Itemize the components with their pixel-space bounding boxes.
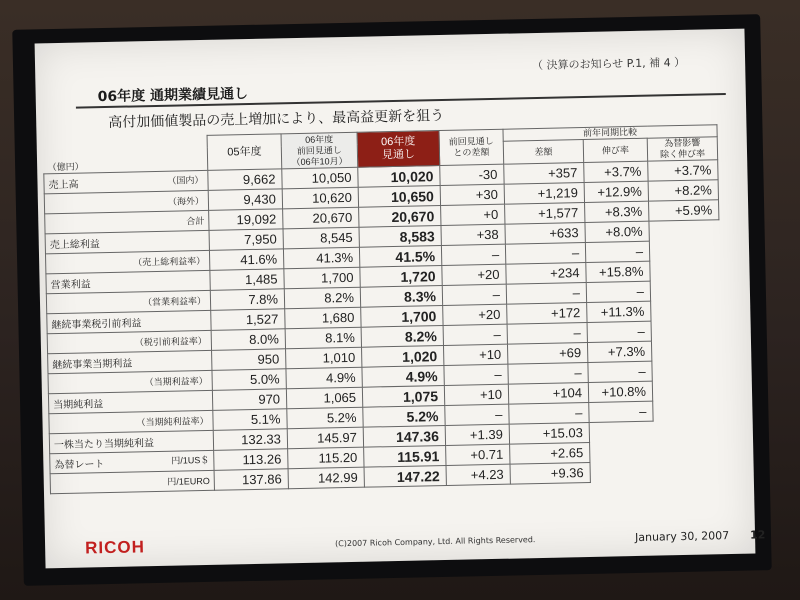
cell-fy05: 950 (212, 349, 286, 371)
cell-fy05: 41.6% (209, 249, 283, 271)
cell-yoy-diff: +15.03 (509, 422, 589, 444)
cell-diff: – (444, 364, 508, 385)
forecast-table (43, 124, 725, 494)
cell-yoy-growth: +7.3% (587, 341, 651, 362)
cell-fy05: 7,950 (209, 229, 283, 251)
row-label-main: 営業利益 (50, 279, 91, 292)
cell-fcst: 115.91 (364, 445, 446, 467)
cell-diff: +20 (442, 264, 506, 285)
cell-fcst: 1,020 (362, 345, 444, 367)
cell-diff: – (443, 324, 507, 345)
cell-yoy-diff: +104 (508, 382, 588, 404)
cell-prev: 8.1% (285, 327, 361, 349)
cell-fy05: 7.8% (210, 289, 284, 311)
row-label-main: 継続事業当期利益 (52, 358, 133, 372)
cell-fy05: 9,662 (208, 169, 282, 191)
slide-subtitle: 高付加価値製品の売上増加により、最高益更新を狙う (108, 107, 445, 131)
row-label-main: 為替レート (54, 459, 105, 472)
cell-yoy-growth: – (589, 401, 653, 422)
cell-yoy-diff: +1,219 (504, 183, 584, 205)
row-label-sub: （売上総利益率） (133, 255, 206, 268)
cell-fy05: 970 (212, 389, 286, 411)
cell-prev: 10,620 (282, 187, 358, 209)
slide (35, 29, 766, 569)
cell-diff: – (445, 404, 509, 425)
cell-fcst: 147.22 (364, 465, 446, 487)
cell-fcst: 8.3% (360, 286, 442, 308)
cell-yoy-diff: +633 (505, 223, 585, 245)
cell-yoy-growth: +8.0% (585, 221, 649, 242)
row-label-sub: （税引前利益率） (134, 335, 207, 348)
cell-fy05: 1,485 (210, 269, 284, 291)
row-label-sub: （国内） (167, 174, 204, 186)
cell-prev: 142.99 (288, 467, 364, 489)
cell-prev: 20,670 (283, 207, 359, 229)
cell-yoy-diff: +357 (504, 163, 584, 185)
cell-prev: 5.2% (287, 407, 363, 429)
cell-yoy-diff: +9.36 (510, 462, 590, 484)
row-label-main: 継続事業税引前利益 (51, 318, 142, 332)
cell-yoy-diff: +172 (507, 302, 587, 324)
cell-yoy-diff: +2.65 (510, 442, 590, 464)
cell-diff: +10 (444, 384, 508, 405)
cell-prev: 145.97 (287, 427, 363, 449)
cell-yoy-diff: – (505, 243, 585, 265)
cell-fy05: 19,092 (209, 209, 283, 231)
cell-fx (651, 340, 721, 361)
cell-yoy-diff: – (508, 362, 588, 384)
row-label-sub: （当期純利益率） (136, 415, 209, 428)
cell-fcst: 1,700 (361, 306, 443, 328)
row-label-sub: （営業利益率） (142, 295, 207, 308)
cell-yoy-growth: +10.8% (588, 381, 652, 402)
cell-yoy-diff: +1,577 (505, 203, 585, 225)
row-label-sub: 円/1US＄ (171, 454, 210, 466)
col-header-prev-forecast: 06年度 前回見通し （06年10月） (281, 132, 358, 169)
cell-fy05: 9,430 (208, 189, 282, 211)
row-label-sub: 円/1EURO (167, 475, 210, 487)
cell-prev: 41.3% (283, 247, 359, 269)
cell-fcst: 147.36 (363, 425, 445, 447)
row-label-main: 当期純利益 (53, 399, 104, 412)
cell-prev: 8,545 (283, 227, 359, 249)
cell-fcst: 4.9% (362, 365, 444, 387)
cell-fx: +5.9% (649, 200, 719, 221)
cell-fx (652, 380, 722, 401)
cell-fy05: 132.33 (213, 429, 287, 451)
row-label-main: 一株当たり当期純利益 (53, 438, 155, 452)
row-label (50, 470, 214, 493)
cell-fx (650, 260, 720, 281)
ricoh-logo: RICOH (84, 537, 146, 558)
cell-fy05: 1,527 (211, 309, 285, 331)
unit-label: （億円） (47, 161, 84, 173)
cell-yoy-growth (590, 461, 654, 482)
cell-yoy-growth: +15.8% (586, 261, 650, 282)
cell-fcst: 41.5% (359, 246, 441, 268)
slide-date: January 30, 2007 (634, 529, 730, 545)
slide-title: 06年度 通期業績見通し (97, 86, 249, 106)
cell-yoy-growth: +11.3% (587, 301, 651, 322)
cell-fx (654, 460, 724, 481)
cell-fcst: 1,075 (362, 385, 444, 407)
cell-prev: 115.20 (288, 447, 364, 469)
cell-yoy-growth: – (586, 281, 650, 302)
cell-diff: +1.39 (445, 424, 509, 445)
cell-yoy-diff: +234 (506, 262, 586, 284)
cell-yoy-growth: +3.7% (584, 161, 648, 182)
cell-fy05: 8.0% (211, 329, 285, 351)
row-label-sub: 合計 (186, 215, 205, 227)
col-header-yoy-group: 前年同期比較 (503, 125, 717, 141)
cell-fx (653, 420, 723, 441)
cell-diff: +0.71 (446, 444, 510, 465)
cell-fcst: 20,670 (359, 206, 441, 228)
cell-fy05: 5.0% (212, 369, 286, 391)
row-label-main: 売上高 (48, 179, 79, 192)
source-reference: （ 決算のお知らせ P.1, 補 4 ） (531, 55, 686, 73)
cell-yoy-growth: – (585, 241, 649, 262)
cell-yoy-diff: +69 (507, 342, 587, 364)
cell-yoy-growth (590, 441, 654, 462)
cell-prev: 1,065 (286, 387, 362, 409)
cell-diff: +0 (441, 204, 505, 225)
cell-prev: 4.9% (286, 367, 362, 389)
cell-fcst: 1,720 (360, 266, 442, 288)
cell-yoy-diff: – (509, 402, 589, 424)
cell-yoy-growth: +8.3% (585, 201, 649, 222)
cell-fy05: 5.1% (213, 409, 287, 431)
cell-prev: 10,050 (282, 167, 358, 189)
cell-diff: – (441, 244, 505, 265)
cell-fcst: 10,650 (358, 186, 440, 208)
cell-yoy-growth (589, 421, 653, 442)
cell-fx (652, 360, 722, 381)
cell-fx (651, 320, 721, 341)
col-header-yoy-growth: 伸び率 (583, 138, 647, 162)
cell-diff: -30 (440, 164, 504, 185)
cell-yoy-growth: +12.9% (584, 181, 648, 202)
cell-yoy-diff: – (506, 282, 586, 304)
col-header-diff-prev: 前回見通し との差額 (439, 129, 504, 165)
row-label-main: 売上総利益 (49, 239, 100, 252)
cell-diff: +20 (443, 304, 507, 325)
cell-prev: 1,010 (286, 347, 362, 369)
table-body (44, 160, 725, 494)
cell-fcst: 8,583 (359, 226, 441, 248)
cell-diff: +38 (441, 224, 505, 245)
cell-diff: – (442, 284, 506, 305)
cell-prev: 1,680 (285, 307, 361, 329)
cell-fx (649, 220, 719, 241)
cell-fcst: 8.2% (361, 325, 443, 347)
cell-diff: +10 (443, 344, 507, 365)
cell-fx (649, 240, 719, 261)
cell-fcst: 5.2% (363, 405, 445, 427)
cell-fx: +8.2% (648, 180, 718, 201)
cell-prev: 1,700 (284, 267, 360, 289)
cell-fy05: 113.26 (214, 449, 288, 471)
cell-fy05: 137.86 (214, 469, 288, 491)
row-label-sub: （海外） (167, 195, 205, 207)
cell-fx (650, 280, 720, 301)
cell-yoy-growth: – (587, 321, 651, 342)
copyright-text: (C)2007 Ricoh Company, Ltd. All Rights Reserved. (335, 535, 536, 549)
col-header-forecast: 06年度 見通し (357, 131, 440, 168)
page-number: 12 (749, 528, 766, 542)
col-header-fx-growth: 為替影響 除く伸び率 (647, 137, 717, 161)
cell-fcst: 10,020 (358, 166, 440, 188)
cell-fx (653, 400, 723, 421)
cell-fx: +3.7% (648, 160, 718, 181)
cell-fx (651, 300, 721, 321)
cell-yoy-diff: – (507, 322, 587, 344)
cell-yoy-growth: – (588, 361, 652, 382)
cell-diff: +30 (440, 184, 504, 205)
row-label-sub: （当期利益率） (144, 375, 208, 388)
col-header-yoy-diff: 差額 (503, 140, 583, 165)
col-header-fy05: 05年度 (207, 134, 282, 171)
cell-fx (654, 440, 724, 461)
cell-prev: 8.2% (284, 287, 360, 309)
cell-diff: +4.23 (446, 464, 510, 485)
